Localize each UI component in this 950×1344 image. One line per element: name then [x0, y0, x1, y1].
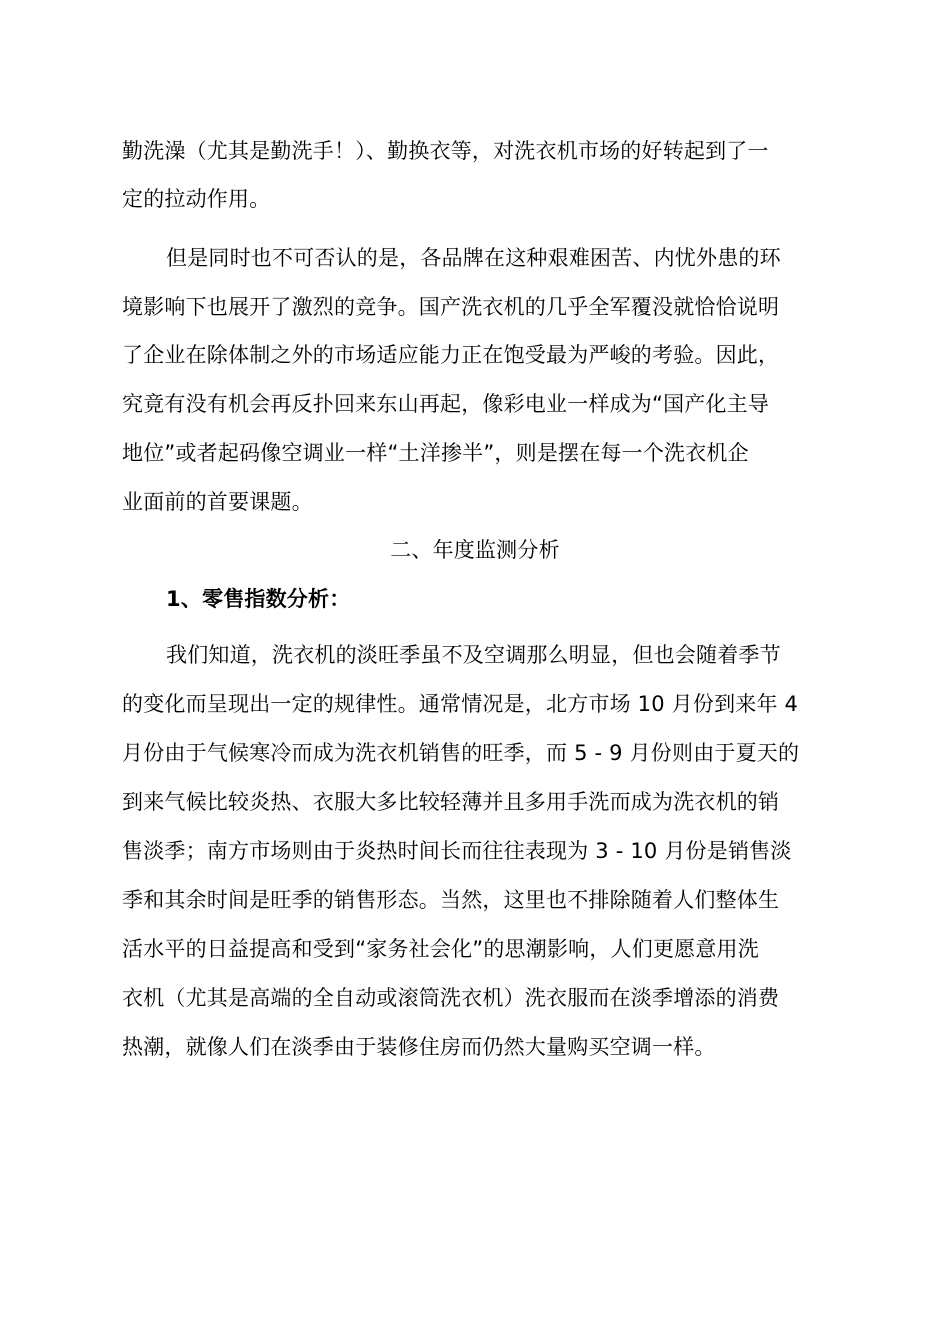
paragraph-line: 但是同时也不可否认的是，各品牌在这种艰难困苦、内忧外患的环: [166, 246, 781, 270]
paragraph-line: 了企业在除体制之外的市场适应能力正在饱受最为严峻的考验。因此，: [122, 343, 780, 367]
paragraph-line: 活水平的日益提高和受到“家务社会化”的思潮影响，人们更愿意用洗: [122, 937, 759, 961]
paragraph-line: 衣机（尤其是高端的全自动或滚筒洗衣机）洗衣服而在淡季增添的消费: [122, 986, 780, 1010]
section-heading: 二、年度监测分析: [390, 538, 560, 562]
paragraph-line: 售淡季；南方市场则由于炎热时间长而往往表现为 3 - 10 月份是销售淡: [122, 839, 792, 863]
paragraph-line: 定的拉动作用。: [122, 187, 271, 211]
paragraph-line: 月份由于气候寒冷而成为洗衣机销售的旺季，而 5 - 9 月份则由于夏天的: [122, 741, 800, 765]
paragraph-line: 到来气候比较炎热、衣服大多比较轻薄并且多用手洗而成为洗衣机的销: [122, 790, 780, 814]
paragraph-line: 我们知道，洗衣机的淡旺季虽不及空调那么明显，但也会随着季节: [166, 643, 781, 667]
paragraph-line: 季和其余时间是旺季的销售形态。当然，这里也不排除随着人们整体生: [122, 888, 780, 912]
paragraph-line: 究竟有没有机会再反扑回来东山再起，像彩电业一样成为“国产化主导: [122, 392, 770, 416]
paragraph-line: 的变化而呈现出一定的规律性。通常情况是，北方市场 10 月份到来年 4: [122, 692, 799, 716]
paragraph-line: 地位”或者起码像空调业一样“土洋掺半”，则是摆在每一个洗衣机企: [122, 441, 749, 465]
paragraph-line: 境影响下也展开了激烈的竞争。国产洗衣机的几乎全军覆没就恰恰说明: [122, 295, 780, 319]
paragraph-line: 业面前的首要课题。: [122, 490, 313, 514]
subsection-heading: 1、零售指数分析：: [166, 587, 351, 611]
paragraph-line: 勤洗澡（尤其是勤洗手！）、勤换衣等，对洗衣机市场的好转起到了一: [122, 139, 769, 163]
paragraph-line: 热潮，就像人们在淡季由于装修住房而仍然大量购买空调一样。: [122, 1035, 716, 1059]
